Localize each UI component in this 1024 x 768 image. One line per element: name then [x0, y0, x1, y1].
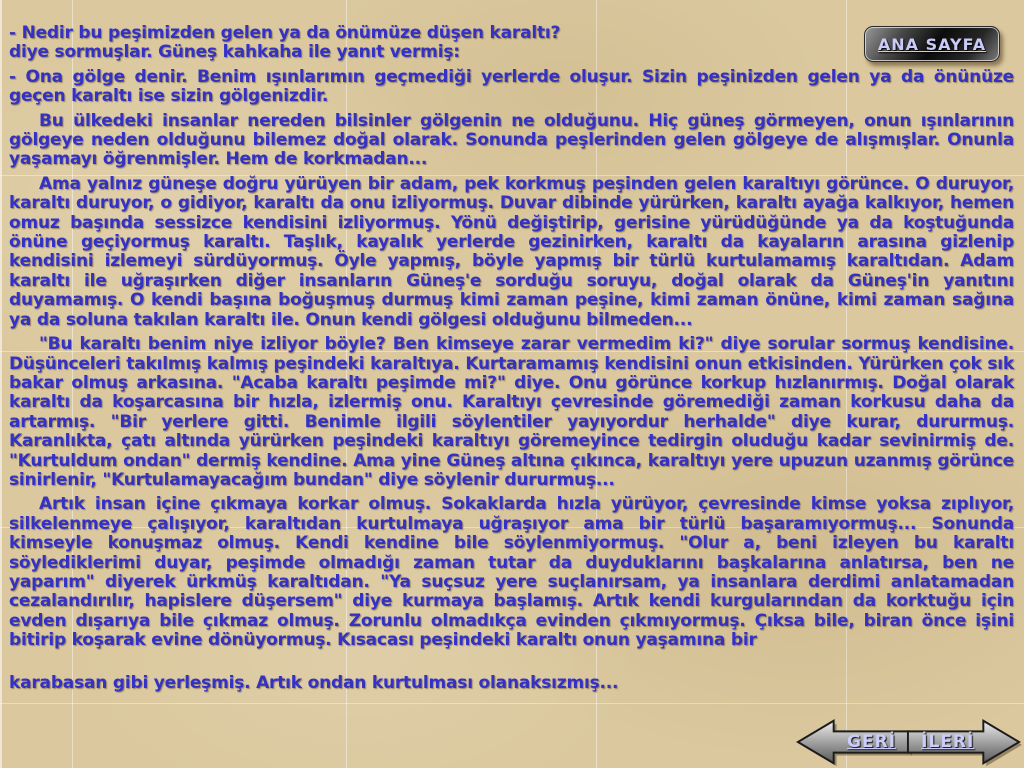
story-paragraph: Ama yalnız güneşe doğru yürüyen bir adam, pek korkmuş peşinden gelen karaltıyı görünce. O duruyor, karaltı duruyor, o gidiyor, karaltı da onu izliyormuş. Duvar dibinde yürürken, karaltı ayağa kalkıyor, hemen omuz başında sessizce kendisini izliyormuş. Yönü değiştirip, gerisine yürüdüğünde ya da koştuğunda önüne geçiyormuş karaltı. Taşlık, kayalık yerlerde gezinirken, karaltı da kayaların arasına gizlenip kendisini izlemeyi sürdüyormuş. Öyle yapmış, böyle yapmış bir türlü kurtulamamış karaltıdan. Adam karaltı ile uğraşırken diğer insanların Güneş'e sorduğu soruyu, doğal olarak da Güneş'in yanıtını duyamamış. O kendi başına boğuşmuş durmuş kimi zaman peşine, kimi zaman önüne, kimi zaman sağına ya da soluna takılan karaltı ile. Onun kendi gölgesi olduğunu bilmeden...: [9, 173, 1014, 330]
home-button-label: ANA SAYFA: [877, 34, 987, 54]
back-button[interactable]: [795, 717, 911, 767]
home-button[interactable]: [864, 26, 1000, 62]
back-button-label: GERİ: [847, 732, 897, 752]
story-paragraph: diye sormuşlar. Güneş kahkaha ile yanıt vermiş:: [9, 42, 460, 63]
next-button[interactable]: [906, 717, 1022, 767]
story-paragraph: karabasan gibi yerleşmiş. Artık ondan kurtulması olanaksızmış...: [9, 672, 619, 693]
story-paragraph: "Bu karaltı benim niye izliyor böyle? Ben kimseye zarar vermedim ki?" diye sorular sormuş kendisine. Düşünceleri takılmış kalmış peşindeki karaltıya. Kurtaramamış kendisini onun etkisinden. Yürürken çok sık bakar olmuş arkasına. "Acaba karaltı peşimde mi?" diye. Onu görünce korkup hızlanırmış. Doğal olarak karaltı da koşarcasına bir hızla, izlermiş onu. Karaltıyı çevresinde göremediği zaman korkusu daha da artarmış. "Bir yerlere gitti. Benimle ilgili söylentiler yayıyordur herhalde" diye kurar, dururmuş. Karanlıkta, çatı altında yürürken peşindeki karaltıyı göremeyince tedirgin oluduğu kadar sevinirmiş de. "Kurtuldum ondan" dermiş kendine. Ama yine Güneş altına çıkınca, karaltıyı yere upuzun uzanmış görünce sinirlenir, "Kurtulamayacağım bundan" diye söylenir dururmuş...: [9, 334, 1014, 490]
story-paragraph: - Nedir bu peşimizden gelen ya da önümüze düşen karaltı?: [9, 23, 561, 43]
story-paragraph: - Ona gölge denir. Benim ışınlarımın geçmediği yerlerde oluşur. Sizin peşinizden gelen ya da önünüze geçen karaltı ise sizin gölgenizdir.: [9, 66, 1014, 107]
story-paragraph: Artık insan içine çıkmaya korkar olmuş. Sokaklarda hızla yürüyor, çevresinde kimse yoksa zıplıyor, silkelenmeye çalışıyor, karaltıdan kurtulmaya uğraşıyor ama bir türlü başaramıyormuş... Sonunda kimseyle konuşmaz olmuş. Kendi kendine bile söylenmiyormuş. "Olur a, beni izleyen bu karaltı söylediklerimi duyar, peşimde olmadığı zaman tutar da duyduklarını başkalarına anlatırsa, ben ne yaparım" diyerek ürkmüş karaltıdan. "Ya suçsuz yere suçlanırsam, ya insanlara derdimi anlatamadan cezalandırılır, hapislere düşersem" diye kurmaya başlamış. Artık kendi kurgularından da korktuğu için evden dışarıya bile çıkmaz olmuş. Zorunlu olmadıkça evinden çıkmıyormuş. Çıksa bile, biran önce işini bitirip koşarak evine dönüyormuş. Kısacası peşindeki karaltı onun yaşamına bir: [9, 494, 1014, 651]
next-button-label: İLERİ: [921, 732, 975, 752]
story-text: [0, 24, 1024, 693]
story-paragraph: Bu ülkedeki insanlar nereden bilsinler gölgenin ne olduğunu. Hiç güneş görmeyen, onun ışınlarının gölgeye neden olduğunu bilemez doğal olarak. Sonunda peşlerinden gelen gölgeye de alışmışlar. Onunla yaşamayı öğrenmişler. Hem de korkmadan...: [9, 110, 1014, 170]
